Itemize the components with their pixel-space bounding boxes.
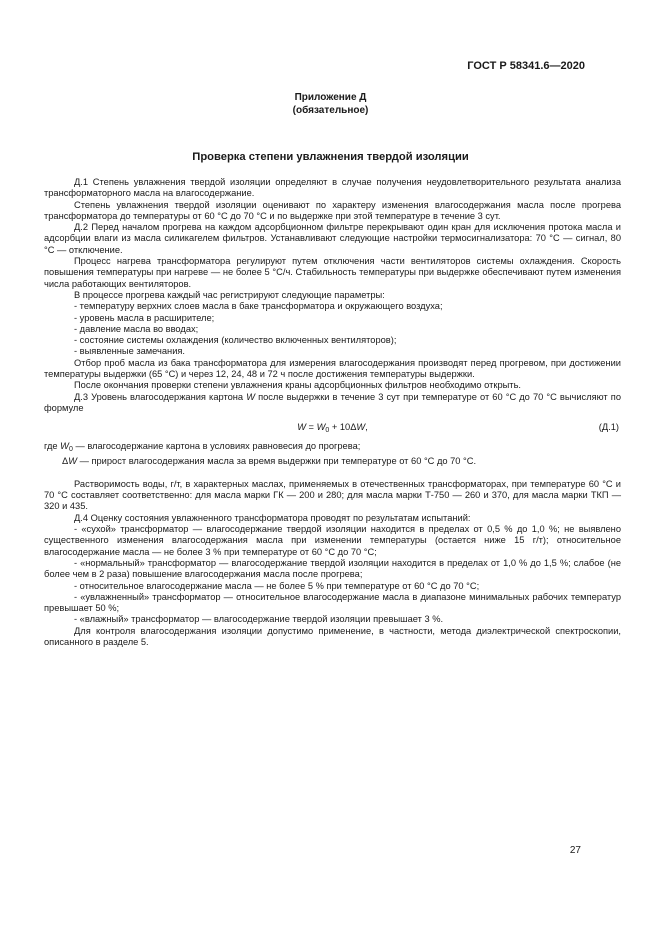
list-item: - выявленные замечания.	[74, 346, 186, 357]
formula-number: (Д.1)	[598, 422, 619, 433]
delta-symbol: Δ	[62, 455, 69, 466]
paragraph: Процесс нагрева трансформатора регулируют путем отключения части вентиляторов системы охлаждения. Скорость повышения температуры при нагреве — не более 5 °С/ч. Стабильность температуры при выдержке обеспечивают путем изменения числа работающих вентиляторов.	[44, 256, 621, 289]
appendix-status: (обязательное)	[292, 105, 369, 116]
formula-expression	[44, 422, 621, 433]
paragraph: - «влажный» трансформатор — влагосодержание твердой изоляции превышает 3 %.	[74, 614, 444, 625]
formula-sub: 0	[325, 427, 330, 435]
paragraph: В процессе прогрева каждый час регистрируют следующие параметры:	[74, 289, 385, 300]
paragraph: Степень увлажнения твердой изоляции оценивают по характеру изменения влагосодержания масла после прогрева трансформатора до температуры от 60 °С до 70 °С и по выдержке при этой температуре в течение 3 сут.	[44, 199, 621, 221]
formula-end: ,	[365, 422, 368, 433]
paragraph: Отбор проб масла из бака трансформатора для измерения влагосодержания производят перед прогревом, при достижении температуры выдержки (65 °С) и через 12, 24, 48 и 72 ч после достижения температуры выдержки.	[44, 357, 621, 380]
text-span: после выдержки в течение 3 сут при температуре от 60 °С до 70 °С вычисляют по формуле	[44, 391, 621, 413]
formula-w0: W	[316, 422, 326, 433]
body-text	[44, 177, 621, 648]
paragraph: Для контроля влагосодержания изоляции допустимо применение, в частности, метода диэлектрической спектроскопии, описанного в разделе 5.	[44, 625, 621, 647]
paragraph: - относительное влагосодержание масла — не более 5 % при температуре от 60 °С до 70 °С;	[74, 580, 480, 591]
paragraph: Д.4 Оценку состояния увлажненного трансформатора проводят по результатам испытаний:	[74, 512, 471, 523]
section-title: Проверка степени увлажнения твердой изоляции	[192, 151, 469, 163]
paragraph: Д.2 Перед началом прогрева на каждом адсорбционном фильтре перекрывают один кран для исключения протока масла и адсорбции влаги из масла силикагелем фильтров. Устанавливают следующие настройки термосигнализатора: 70 °С — сигнал, 80 °С — отключение.	[44, 222, 621, 255]
formula-lhs: W	[297, 422, 306, 433]
appendix-title: Приложение Д	[294, 92, 367, 103]
formula-eq: =	[305, 422, 317, 433]
standard-number: ГОСТ Р 58341.6—2020	[467, 60, 585, 72]
where-line	[44, 456, 621, 467]
paragraph: - «нормальный» трансформатор — влагосодержание твердой изоляции находится в пределах от 1,0 % до 1,5 %; слабое (не более чем в 2 раза) повышение влагосодержания масла после прогрева;	[44, 557, 621, 580]
list-item: - состояние системы охлаждения (количество включенных вентиляторов);	[74, 335, 397, 346]
page-number: 27	[569, 845, 581, 856]
subscript: 0	[68, 446, 73, 454]
list-item: - давление масла во вводах;	[74, 323, 199, 334]
paragraph: Растворимость воды, г/т, в характерных маслах, применяемых в отечественных трансформаторах, при температуре 60 °С и 70 °С составляет соответственно: для масла марки ГК — 200 и 280; для масла марки Т-750 — 260 и 370, для масла марки ТКП — 320 и 435.	[44, 478, 621, 512]
paragraph: - «увлажненный» трансформатор — относительное влагосодержание масла в диапазоне минимальных рабочих температур превышает 50 %;	[44, 591, 621, 614]
paragraph: - «сухой» трансформатор — влагосодержание твердой изоляции находится в пределах от 0,5 % до 1,0 %; не выявлено существенного изменения влагосодержания масла при изменении температуры (остается ниже 15 г/т); относительное влагосодержание масла — не более 3 % при температуре от 60 °С до 70 °С;	[44, 524, 621, 557]
variable-dw: W	[68, 455, 77, 466]
text-span: Д.3 Уровень влагосодержания картона	[74, 391, 244, 402]
list-item: - температуру верхних слоев масла в баке трансформатора и окружающего воздуха;	[74, 301, 443, 312]
where-line	[44, 441, 621, 452]
variable-w: W	[246, 391, 255, 402]
text-span: — прирост влагосодержания масла за время выдержки при температуре от 60 °С до 70 °С.	[79, 455, 477, 466]
text-span: — влагосодержание картона в условиях равновесия до прогрева;	[75, 441, 361, 452]
text-span: где	[44, 441, 58, 452]
paragraph: После окончания проверки степени увлажнения краны адсорбционных фильтров необходимо открыть.	[74, 380, 521, 391]
variable-w0: W	[60, 441, 69, 452]
list-item: - уровень масла в расширителе;	[74, 312, 215, 323]
paragraph	[44, 392, 621, 415]
formula-dw: W	[356, 422, 366, 433]
formula-d1	[44, 420, 621, 436]
formula-plus: + 10Δ	[329, 422, 357, 433]
paragraph: Д.1 Степень увлажнения твердой изоляции определяют в случае получения неудовлетворительного результата анализа трансформаторного масла на влагосодержание.	[44, 177, 621, 199]
